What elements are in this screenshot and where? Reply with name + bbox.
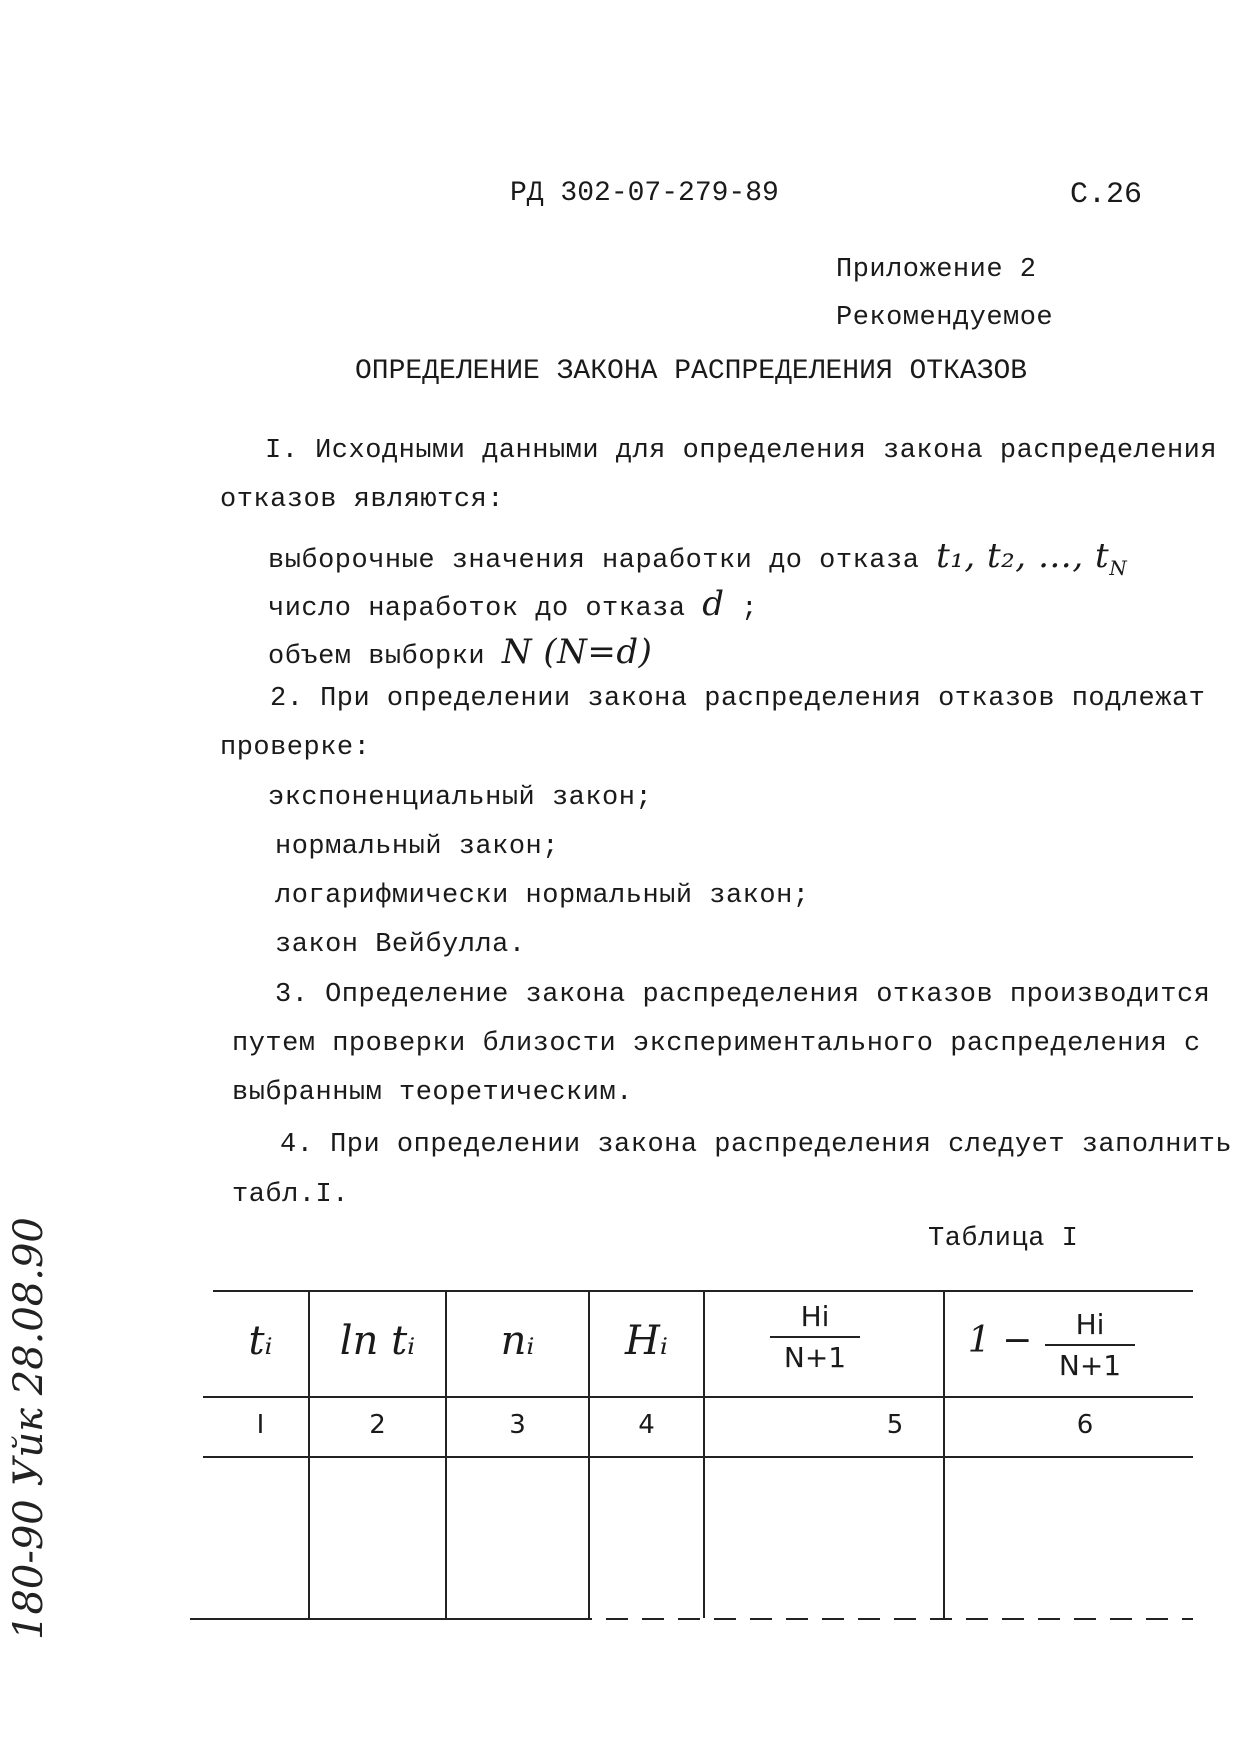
law-exponential: экспоненциальный закон; bbox=[268, 783, 653, 813]
table-caption: Таблица I bbox=[928, 1224, 1079, 1254]
paragraph-3-line-2: путем проверки близости экспериментального распределения с bbox=[232, 1029, 1201, 1059]
fraction-numerator: Hi bbox=[1075, 1308, 1105, 1341]
table-header-border bbox=[203, 1396, 1193, 1398]
column-number: 4 bbox=[638, 1410, 655, 1440]
list-item-sample-values bbox=[268, 536, 1127, 580]
col-divider bbox=[703, 1290, 705, 1618]
math-d: d bbox=[702, 584, 725, 624]
header-h-i: Hᵢ bbox=[625, 1318, 668, 1364]
appendix-label: Приложение 2 bbox=[836, 255, 1037, 285]
list-item-text: объем выборки bbox=[268, 642, 486, 672]
paragraph-4-line-1: 4. При определении закона распределения следует заполнить bbox=[280, 1130, 1233, 1160]
fraction-denominator: N+1 bbox=[783, 1341, 847, 1374]
math-sample-size: N (N=d) bbox=[501, 632, 653, 672]
paragraph-2-line-1: 2. При определении закона распределения отказов подлежат bbox=[270, 684, 1206, 714]
law-lognormal: логарифмически нормальный закон; bbox=[275, 881, 810, 911]
table-bottom-dashed bbox=[570, 1618, 1193, 1620]
column-number: I bbox=[256, 1410, 265, 1440]
paragraph-2-line-2: проверке: bbox=[220, 733, 371, 763]
fraction-bar bbox=[770, 1336, 860, 1338]
paragraph-4-line-2: табл.I. bbox=[232, 1180, 349, 1210]
list-item-text: число наработок до отказа bbox=[268, 594, 686, 624]
paragraph-3-line-3: выбранным теоретическим. bbox=[232, 1078, 633, 1108]
table-bottom-border bbox=[190, 1618, 570, 1620]
list-item-text: выборочные значения наработки до отказа bbox=[268, 546, 920, 576]
paragraph-3-line-1: 3. Определение закона распределения отказов производится bbox=[275, 980, 1211, 1010]
law-weibull: закон Вейбулла. bbox=[275, 930, 526, 960]
header-fraction-col6 bbox=[1045, 1308, 1135, 1382]
column-number: 2 bbox=[369, 1410, 386, 1440]
handwritten-margin-note: 180-90 Уйк 28.08.90 bbox=[6, 1217, 52, 1640]
fraction-bar bbox=[1045, 1344, 1135, 1346]
list-item-sample-size bbox=[268, 632, 652, 672]
page-number: С.26 bbox=[1070, 178, 1143, 212]
document-code: РД 302-07-279-89 bbox=[510, 178, 779, 209]
fraction-denominator: N+1 bbox=[1058, 1349, 1122, 1382]
column-number: 6 bbox=[1076, 1410, 1094, 1440]
header-n-i: nᵢ bbox=[500, 1318, 535, 1364]
list-item-failure-count: число наработок до отказа d ; bbox=[268, 584, 758, 624]
column-number: 3 bbox=[509, 1410, 526, 1440]
header-t-i: tᵢ bbox=[248, 1318, 273, 1364]
math-sample-values: t₁, t₂, …, $t_N$ bbox=[936, 536, 1128, 580]
paragraph-1-line-2: отказов являются: bbox=[220, 485, 504, 515]
paragraph-1-line-1: I. Исходными данными для определения закона распределения bbox=[265, 436, 1218, 466]
col-divider bbox=[943, 1290, 945, 1618]
header-col6-prefix: 1 − bbox=[967, 1320, 1033, 1361]
fraction-numerator: Hi bbox=[800, 1300, 830, 1333]
column-number: 5 bbox=[886, 1410, 904, 1440]
law-normal: нормальный закон; bbox=[275, 832, 559, 862]
appendix-status: Рекомендуемое bbox=[836, 303, 1054, 333]
header-ln-t-i: ln tᵢ bbox=[339, 1318, 416, 1364]
page-title: ОПРЕДЕЛЕНИЕ ЗАКОНА РАСПРЕДЕЛЕНИЯ ОТКАЗОВ bbox=[355, 356, 1028, 387]
table-number-row-border bbox=[203, 1456, 1193, 1458]
header-fraction-col5 bbox=[770, 1300, 860, 1374]
